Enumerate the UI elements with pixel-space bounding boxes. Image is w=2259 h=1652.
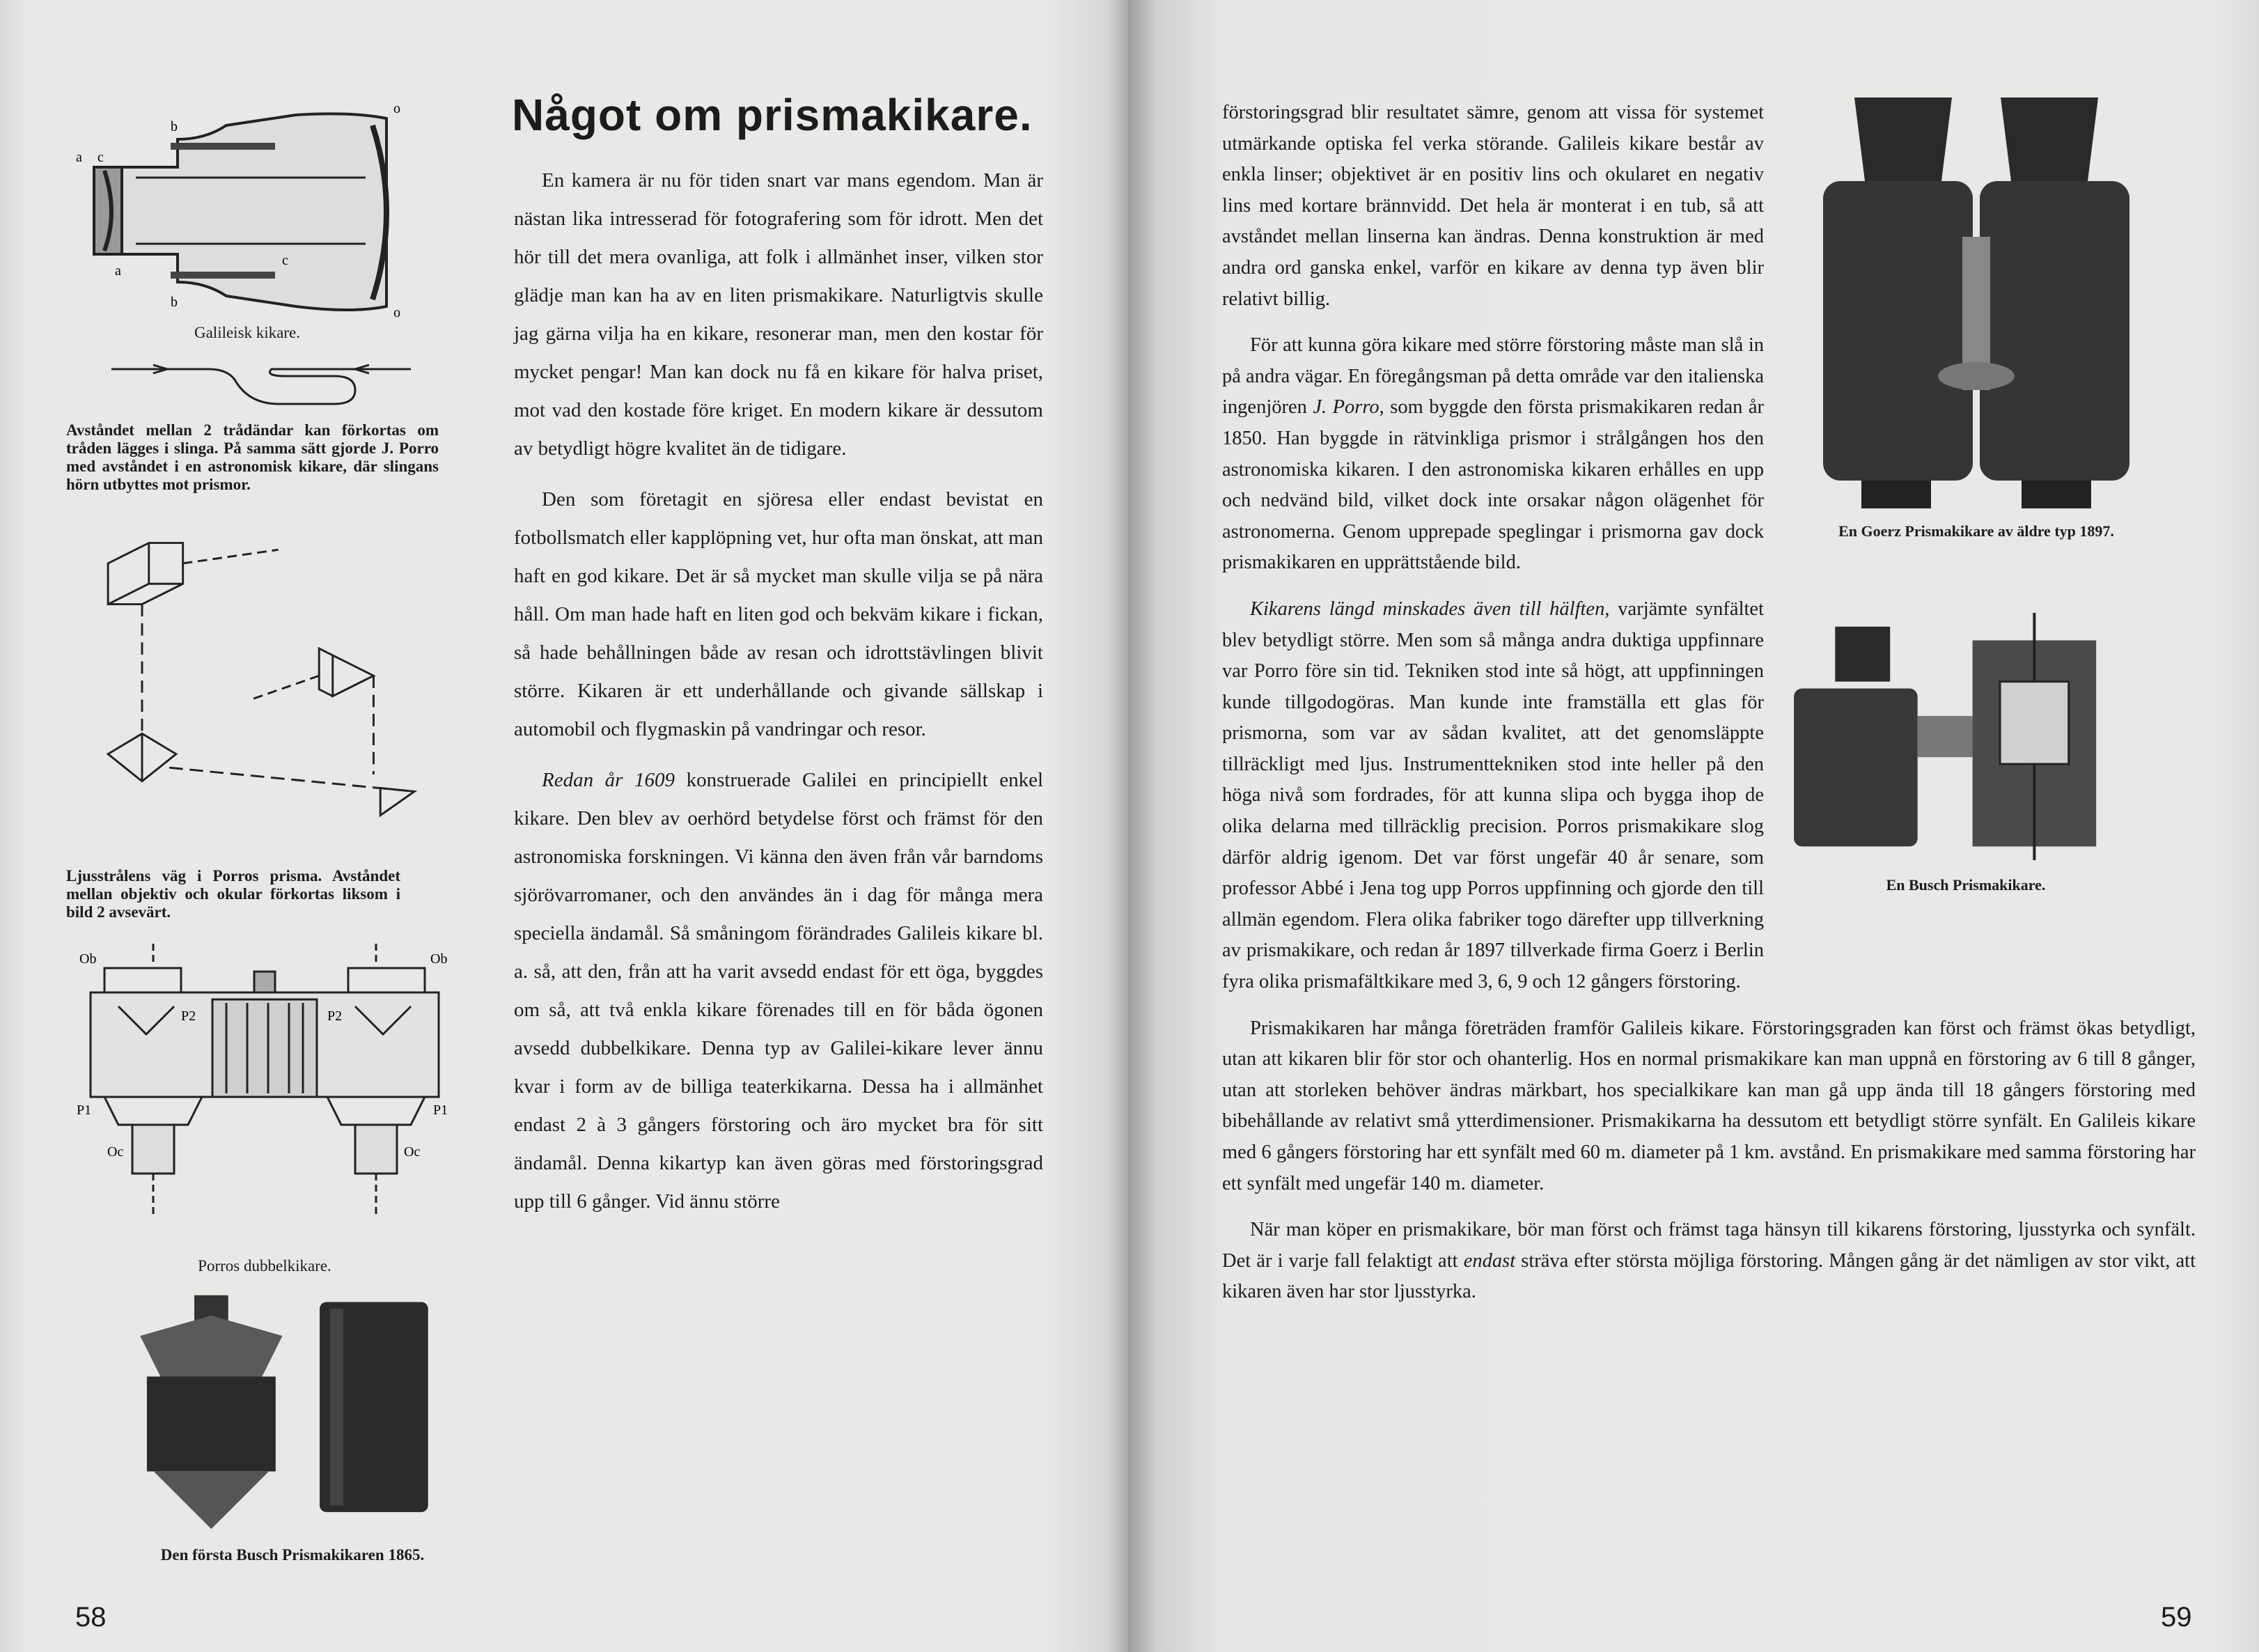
paragraph [514, 761, 1043, 1221]
label-o: o [393, 101, 400, 116]
thread-loop-diagram [111, 355, 418, 418]
prism-light-path-diagram [97, 529, 432, 836]
galilean-telescope-diagram [66, 98, 428, 320]
goerz-caption: En Goerz Prismakikare av äldre typ 1897. [1838, 522, 2114, 540]
label-ob: Ob [79, 951, 97, 967]
italic-lead: Redan år 1609 [542, 769, 675, 791]
page-number: 58 [75, 1602, 107, 1632]
italic-name: J. Porro [1313, 396, 1379, 419]
busch-1865-caption: Den första Busch Prismakikaren 1865. [160, 1546, 425, 1564]
loop-caption: Avståndet mellan 2 trådändar kan förkortas om tråden lägges i slinga. På samma sätt gjorde J. Porro med avståndet i en astronomisk kikare, där slingans hörn utbyttes mot prismor. [66, 421, 439, 493]
label-oc: Oc [404, 1144, 421, 1160]
label-b: b [171, 295, 178, 310]
paragraph [1222, 1215, 2196, 1308]
paragraph: En kamera är nu för tiden snart var mans egendom. Man är nästan lika intresserad för fotografering som för idrott. Men det hör till det mera ovanliga, att folk i allmänhet inser, vilken stor glädje man kan ha av en liten prismakikare. Naturligtvis skulle jag gärna vilja ha en kikare, resonerar man, men den kostar för mycket pengar! Man kan dock nu få en kikare för halva priset, mot vad den kostade före kriget. En modern kikare är dessutom av betydligt högre kvalitet än de tidigare. [514, 169, 1043, 460]
label-ob: Ob [430, 951, 448, 967]
label-p1: P1 [433, 1102, 448, 1118]
paragraph-text: varjämte synfältet blev betydligt större. Men som så många andra duktiga uppfinnare var Porro före sin tid. Tekniken stod inte så högt, att uppfinningen kunde tillgodogöras. Man kunde inte framställa ett glas för prismorna, som var av sådan kvalitet, att det genomsläppte tillräckligt med ljus. Instrumenttekniken stod inte heller på den höga nivå som fordrades, för att kunna slipa och bygga ihop de olika delarna med tillräcklig precision. Porros prismakikare slog därför aldrig igenom. Det var först ungefär 40 år senare, som professor Abbé i Jena tog upp Porros uppfinning och gjorde den till allmän egendom. Flera olika fabriker togo därefter upp tillverkning av prismakikare, och redan år 1897 tillverkade firma Goerz i Berlin fyra olika prismafältkikare med 3, 6, 9 och 12 gångers förstoring. [1222, 598, 1764, 993]
paragraph-text: sträva efter största möjliga förstoring. Mången gång är det nämligen av stor vikt, att kikaren även har stor ljusstyrka. [1222, 1249, 2196, 1303]
label-p2: P2 [181, 1008, 196, 1024]
italic-lead: Kikarens längd minskades även till hälften, [1250, 598, 1610, 620]
paragraph-text: När man köper en prismakikare, bör man först och främst taga hänsyn till kikarens förstoring, ljusstyrka och synfält. Det är i varje fall felaktigt att [1222, 1219, 2196, 1272]
left-page [0, 0, 1128, 1652]
paragraph-text: konstruerade Galilei en principiellt enkel kikare. Den blev av oerhörd betydelse först och främst för den astronomiska forskningen. Vi känna den även från vår barndoms sjörövarromaner, och den användes än i dag för många mera speciella ändamål. Så småningom förändrades Galileis kikare bl. a. så, att den, från att ha varit avsedd endast för ett öga, byggdes om så, att två enkla kikare förenades till en för båda ögonen avsedd dubbelkikare. Denna typ av Galilei-kikare lever ännu kvar i form av de billiga teaterkikarna. Dessa ha i allmänhet endast 2 à 3 gångers förstoring och äro mycket bra för sitt ändamål. Denna kikartyp kan även göras med förstoringsgrad upp till 6 gånger. Vid ännu större [514, 769, 1044, 1213]
figure-column [1785, 98, 2196, 937]
label-a: a [76, 150, 82, 165]
label-p1: P1 [77, 1102, 92, 1118]
label-oc: Oc [107, 1144, 124, 1160]
label-p2: P2 [327, 1008, 343, 1024]
paragraph-text: , som byggde den första prismakikaren redan år 1850. Han byggde in rätvinkliga prismor i strålgången hos den astronomiska kikaren. I den astronomiska kikaren erhålles en upp och nedvänd bild, vilket dock inte orsakar någon olägenhet för astronomerna. Genom upprepade speglingar i prismorna gav dock prismakikaren en upprättstående bild. [1222, 396, 1765, 574]
article-column-left [514, 162, 1043, 1221]
label-c: c [97, 150, 104, 165]
paragraph: förstoringsgrad blir resultatet sämre, genom att vissa för systemet utmärkande optiska fel verka störande. Galileis kikare består av enkla linser; objektivet är en positiv lins och okularet en negativ lins med kortare brännvidd. Det hela är monterat i en tub, så att avståndet mellan linserna kan ändras. Denna konstruktion är med andra ord ganska enkel, varför en kikare av denna typ även blir relativt billig. [1222, 102, 1764, 310]
galilean-caption: Galileisk kikare. [194, 324, 300, 341]
right-page [1128, 0, 2259, 1652]
page-number: 59 [2161, 1602, 2192, 1632]
busch-1865-photo [122, 1288, 470, 1539]
porro-caption: Porros dubbelkikare. [198, 1257, 331, 1275]
label-b: b [171, 119, 178, 134]
paragraph: Prismakikaren har många företräden framför Galileis kikare. Förstoringsgraden kan först och främst ökas betydligt, utan att kikaren blir för stor och ohanterlig. Hos en normal prismakikare kan man uppnå en förstoring av 6 till 8 gånger, utan att storleken behöver ändras märkbart, hos specialkikare kan man gå upp ända till 18 gångers förstoring med bibehållande av relativt små ytterdimensioner. Prismakikarna ha dessutom ett betydligt större synfält. En Galileis kikare med 6 gångers förstoring har ett synfält med 60 m. diameter på 1 km. avstånd. En prismakikare med samma förstoring har ett synfält med ungefär 140 m. diameter. [1222, 1017, 2196, 1194]
paragraph: Den som företagit en sjöresa eller endast bevistat en fotbollsmatch eller kapplöpning vet, hur ofta man önskat, att man haft en god kikare. Det är så mycket man skulle vilja se på nära håll. Om man hade haft en liten god och bekväm kikare i fickan, så hade behållningen både av resan och idrottstävlingen blivit större. Kikaren är ett underhållande och givande sällskap i automobil och flygmaskin på vandringar och resor. [514, 488, 1043, 740]
busch-binocular-photo [1792, 613, 2112, 867]
label-o: o [393, 305, 400, 320]
busch-caption: En Busch Prismakikare. [1886, 876, 2046, 894]
page-title: Något om prismakikare. [512, 90, 1033, 140]
goerz-binocular-photo [1813, 98, 2140, 515]
article-column-right [1222, 98, 2196, 1308]
porro-binocular-diagram [77, 944, 453, 1243]
paragraph-text: För att kunna göra kikare med större förstoring måste man slå in på andra vägar. En föregångsman på detta område var den italienska ingenjören [1222, 334, 1764, 419]
prism-path-caption: Ljusstrålens väg i Porros prisma. Avståndet mellan objektiv och okular förkortas liksom i bild 2 avsevärt. [66, 867, 400, 921]
italic-word: endast [1463, 1249, 1516, 1272]
label-a: a [115, 263, 121, 279]
label-c: c [282, 253, 288, 268]
